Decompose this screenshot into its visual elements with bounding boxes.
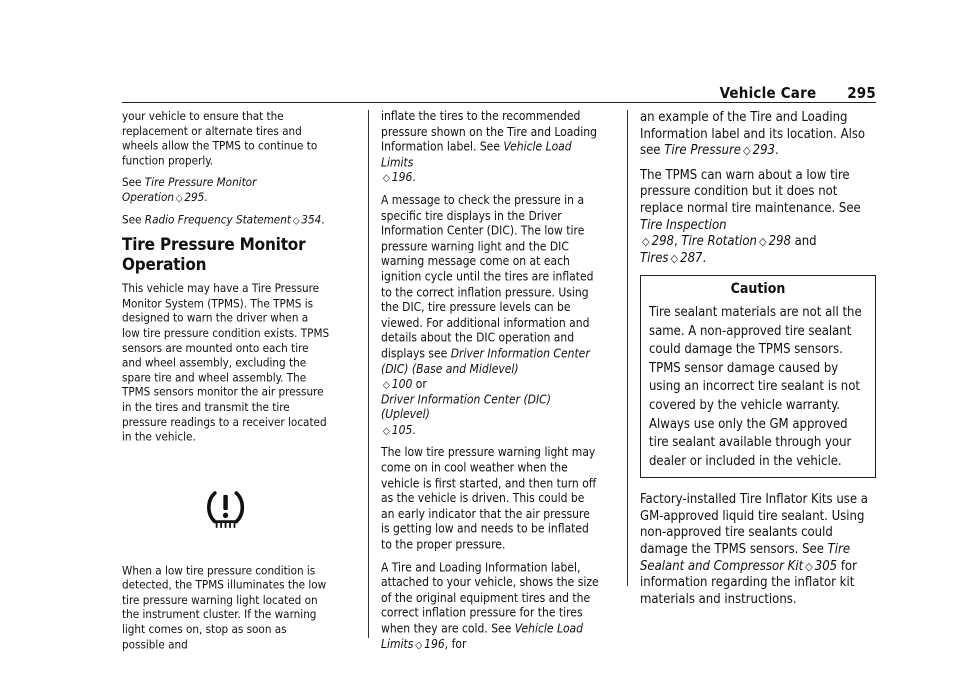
section-title: Vehicle Care [719, 84, 817, 102]
link-tire-inspection[interactable]: Tire Inspection [640, 217, 727, 233]
ref-page[interactable]: 293 [752, 143, 775, 159]
column-2 [381, 110, 599, 660]
page-ref-icon: ◇ [382, 172, 390, 185]
paragraph-text: Factory-installed Tire Inflator Kits use a GM-approved liquid tire sealant. Using non-approved tire sealants could damage the TPMS sensors. See [640, 492, 868, 558]
link-vehicle-load-limits[interactable]: Vehicle Load Limits [381, 140, 572, 170]
caution-title: Caution [730, 281, 786, 298]
link-dic-uplevel[interactable]: Driver Information Center (DIC) (Uplevel) [381, 393, 551, 423]
paragraph-text: for information regarding the inflator kit materials and instructions. [640, 558, 857, 607]
ref-page[interactable]: 196 [424, 637, 445, 652]
page-ref-icon: ◇ [758, 235, 767, 249]
link-tire-pressure[interactable]: Tire Pressure [664, 143, 741, 159]
page-header [630, 84, 876, 104]
page-ref-icon: ◇ [175, 192, 183, 204]
punct: . [412, 171, 416, 186]
paragraph: The low tire pressure warning light may come on in cool weather when the vehicle is first started, and then turn off as the vehicle is driven. This could be an early indicator that the air pressure is getting low and needs to be inflated to the proper pressure. [381, 446, 597, 553]
paragraph: When a low tire pressure condition is detected, the TPMS illuminates the low tire pressure warning light located on the instrument cluster. If the warning light comes on, stop as soon as possible and [122, 564, 327, 652]
paragraph [640, 110, 876, 160]
see-reference [122, 213, 329, 228]
column-rule-1 [368, 110, 369, 638]
page-ref-icon: ◇ [415, 638, 423, 651]
ref-page[interactable]: 100 [391, 377, 413, 392]
page-ref-icon: ◇ [642, 235, 650, 249]
paragraph: This vehicle may have a Tire Pressure Monitor System (TPMS). The TPMS is designed to warn the driver when a low tire pressure condition exists. TPMS sensors are mounted onto each tire and wheel assembly, excluding the spare tire and wheel assembly. The TPMS sensors monitor the air pressure in the tires and transmit the tire pressure readings to a receiver located in the vehicle. [122, 282, 330, 445]
see-prefix: See [122, 176, 145, 190]
header-rule [122, 102, 876, 103]
column-1 [122, 110, 329, 660]
paragraph [640, 492, 876, 608]
paragraph [381, 194, 599, 439]
link-tires[interactable]: Tires [640, 250, 669, 266]
page-ref-icon: ◇ [382, 424, 390, 437]
ref-page[interactable]: 105 [391, 423, 413, 438]
paragraph-text: A message to check the pressure in a specific tire displays in the Driver Information Center (DIC). The low tire pressure warning light and the DIC warning message come on at each ignition cycle until the tires are inflated to the correct inflation pressure. Using the DIC, tire pressure levels can be viewed. For additional information and details about the DIC operation and displays see [381, 193, 594, 361]
punct: , for [444, 637, 467, 652]
caution-box [640, 275, 876, 478]
link-dic-base-midlevel[interactable]: Driver Information Center (DIC) (Base and Midlevel) [381, 347, 590, 377]
ref-page[interactable]: 196 [391, 171, 413, 186]
punct: . [204, 191, 208, 205]
punct: . [412, 423, 416, 438]
see-prefix: See [122, 213, 145, 227]
paragraph-text: The TPMS can warn about a low tire pressure condition but it does not replace normal tire maintenance. See [640, 167, 861, 216]
conjunction: and [790, 234, 817, 250]
see-reference [122, 176, 329, 206]
punct: , [673, 234, 682, 250]
paragraph-text: inflate the tires to the recommended pressure shown on the Tire and Loading Information label. See [381, 110, 597, 155]
ref-page[interactable]: 298 [768, 234, 791, 250]
page-ref-icon: ◇ [292, 214, 300, 226]
column-rule-2 [627, 110, 628, 586]
ref-page[interactable]: 287 [680, 250, 703, 266]
column-3 [640, 110, 876, 616]
tpms-warning-icon [122, 478, 329, 541]
punct: . [321, 213, 325, 227]
punct: . [702, 250, 707, 266]
page-ref-icon: ◇ [382, 378, 390, 391]
section-heading: Tire Pressure Monitor Operation [122, 235, 306, 275]
link-radio-frequency-statement[interactable]: Radio Frequency Statement [144, 213, 291, 227]
ref-page[interactable]: 298 [651, 234, 674, 250]
ref-page[interactable]: 305 [814, 558, 838, 574]
paragraph [640, 168, 876, 268]
conjunction: or [412, 377, 427, 392]
caution-text: Tire sealant materials are not all the same. A non-approved tire sealant could damage the TPMS sensors. TPMS sensor damage caused by using an incorrect tire sealant is not covered by the vehicle warranty. Always use only the GM approved tire sealant available through your dealer or included in the vehicle. [649, 304, 862, 469]
link-tire-rotation[interactable]: Tire Rotation [681, 234, 757, 250]
punct: . [774, 143, 779, 159]
paragraph: your vehicle to ensure that the replacement or alternate tires and wheels allow the TPMS to continue to function properly. [122, 110, 318, 168]
link-tire-sealant-compressor-kit[interactable]: Tire Sealant and Compressor Kit [640, 542, 851, 574]
paragraph-text: an example of the Tire and Loading Information label and its location. Also see [640, 110, 866, 159]
low-tire-pressure-icon [204, 489, 247, 528]
link-vehicle-load-limits[interactable]: Vehicle Load Limits [381, 622, 584, 652]
page-ref-icon: ◇ [743, 144, 751, 158]
link-tire-pressure-monitor-operation[interactable]: Tire Pressure Monitor Operation [122, 176, 257, 205]
page-ref-icon: ◇ [805, 559, 813, 573]
paragraph [381, 110, 599, 187]
ref-page[interactable]: 295 [184, 191, 205, 205]
page-number: 295 [847, 84, 876, 102]
paragraph-text: A Tire and Loading Information label, attached to your vehicle, shows the size of the original equipment tires and the correct inflation pressure for the tires when they are cold. See [381, 560, 599, 637]
paragraph [381, 561, 599, 653]
page-ref-icon: ◇ [670, 251, 679, 265]
ref-page[interactable]: 354 [301, 213, 322, 227]
